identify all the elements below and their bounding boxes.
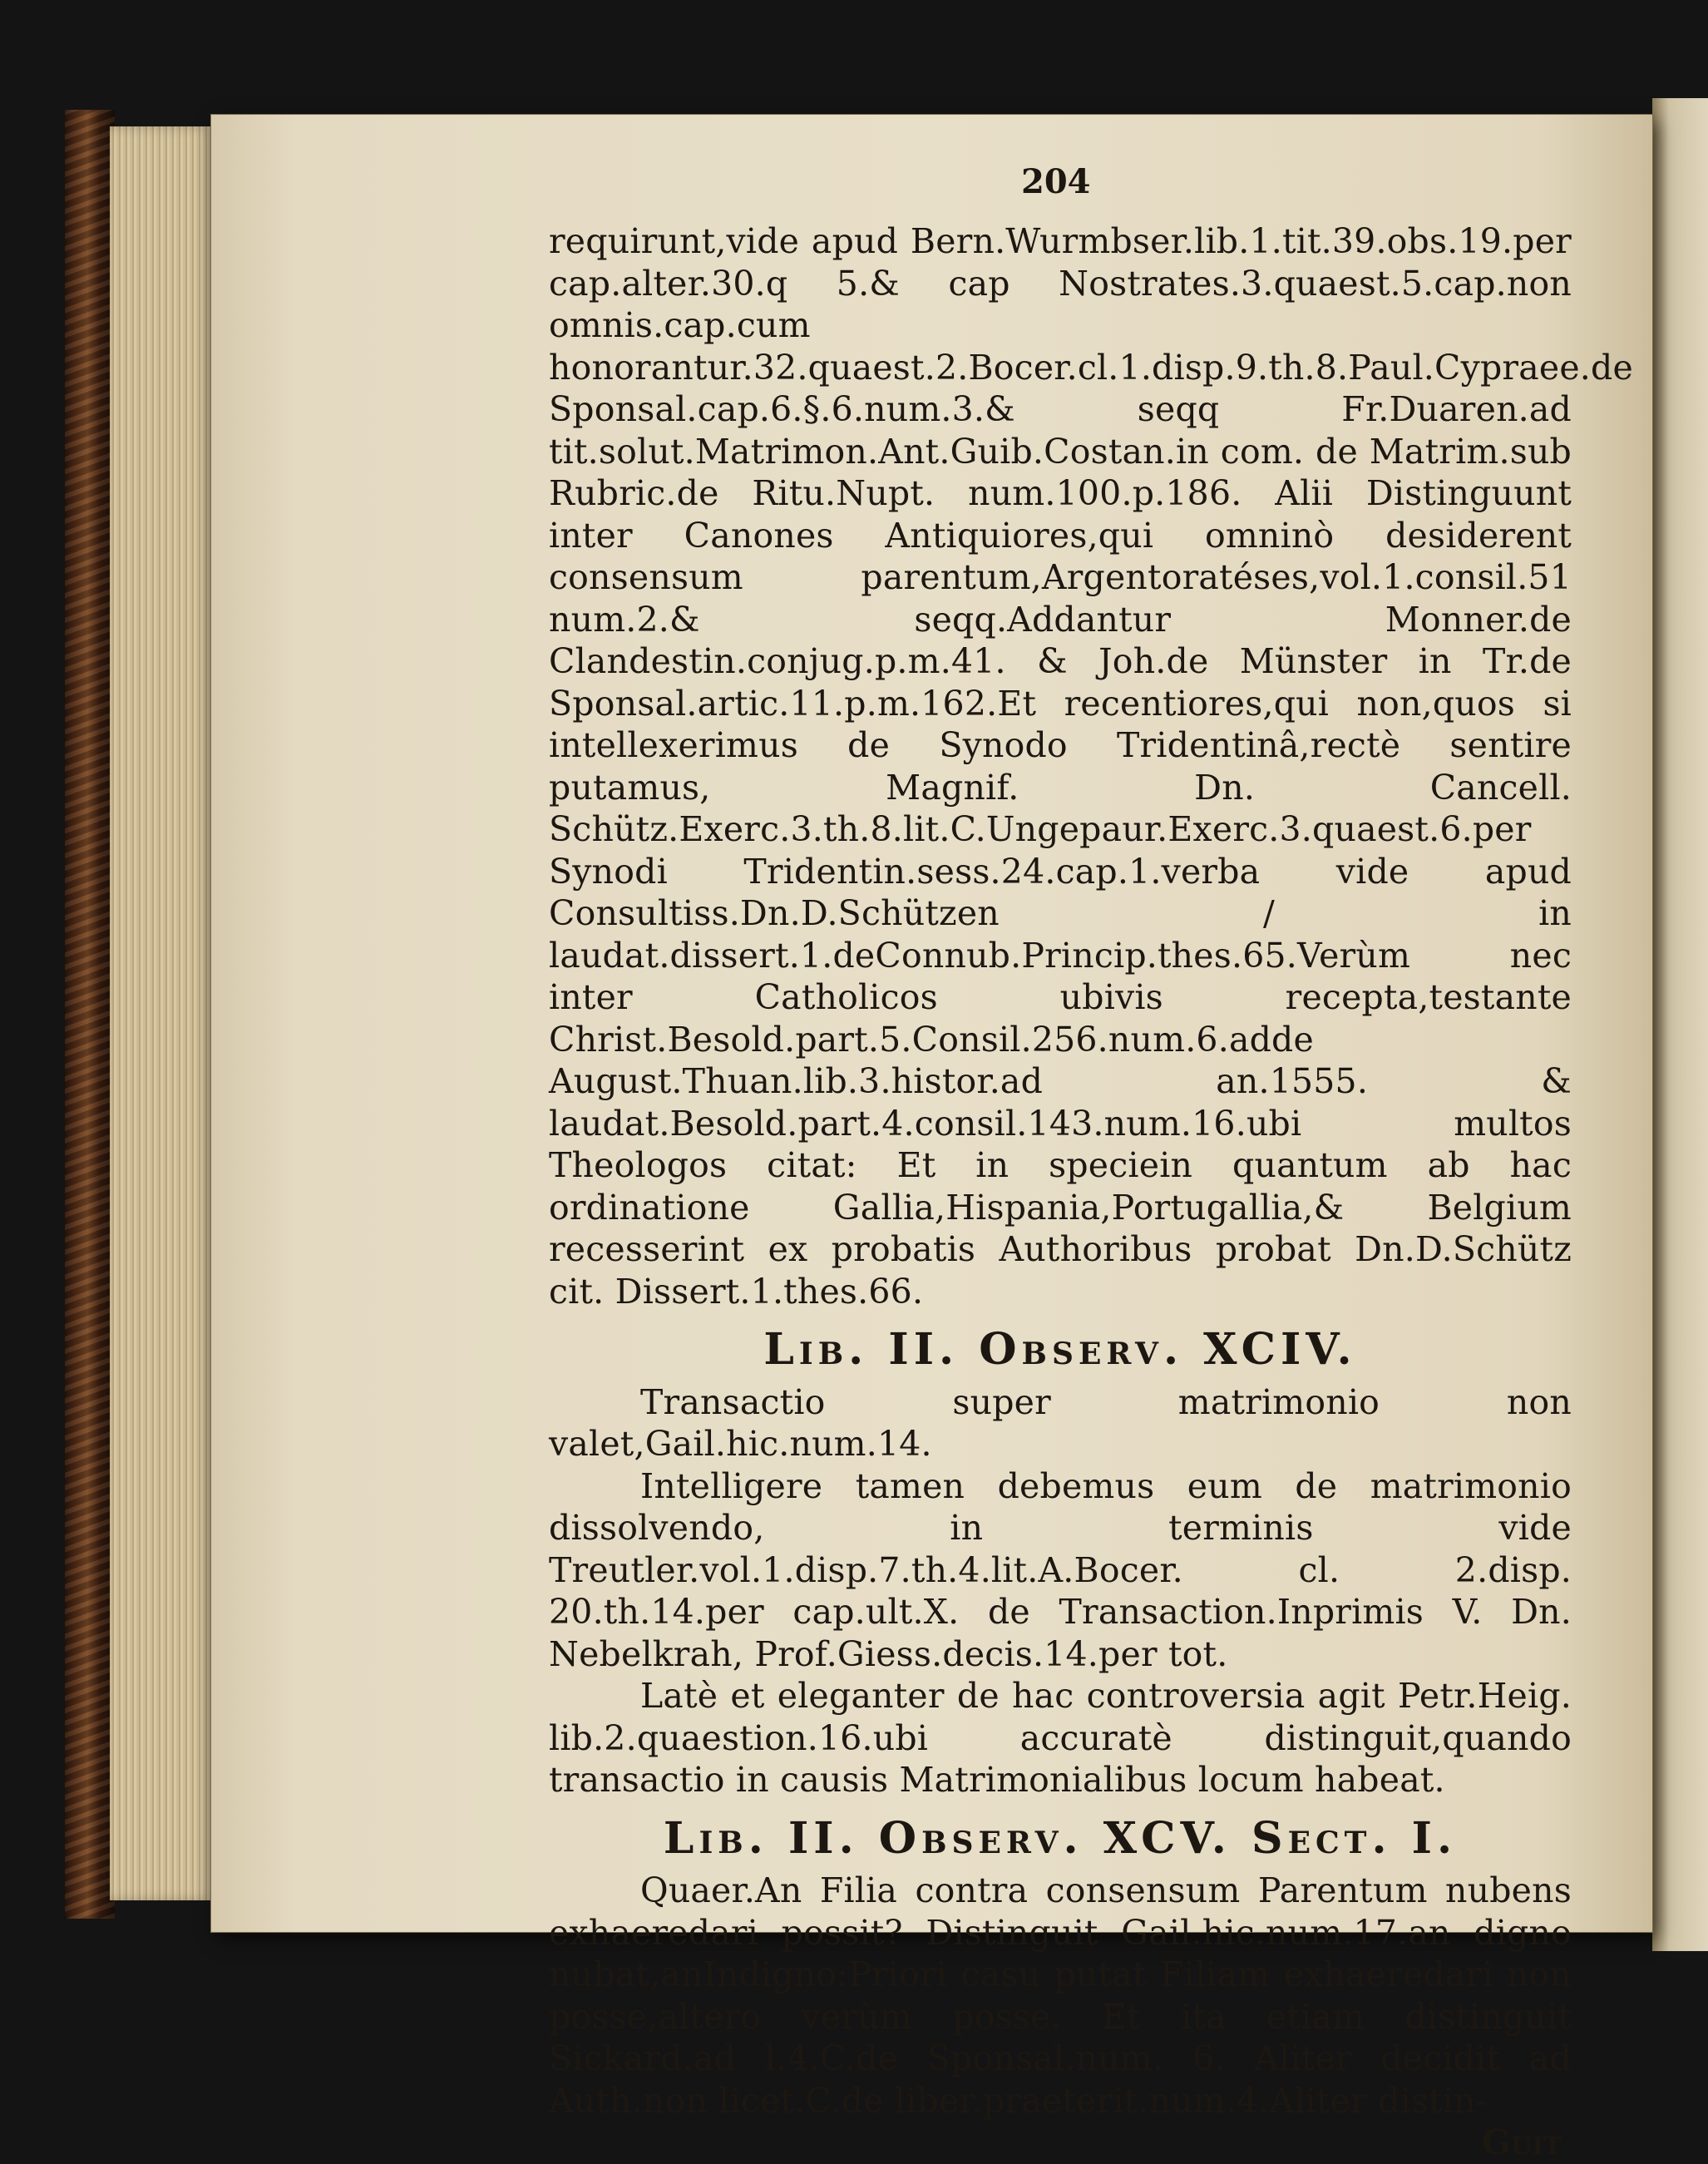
- page-number: 204: [1021, 162, 1091, 201]
- catchword: Guit: [1481, 2122, 1562, 2162]
- paragraph-quaer: Quaer.An Filia contra consensum Parentum nubens exhaeredari possit? Distinguit Gail.hic.num.17.an digno nubat,anIndigno:Priori casu putat Filiam exhaeredari non posse,altero verùm posse. Et ita etiam distinguit Sickard.ad l.4.C.de Sponsal.num. 6. Aliter decidit ad Auth.non licet.C.de liber.praeterit.num.4.Aliter distin-: [549, 1870, 1572, 2121]
- section-heading-xciv: Lib. II. Observ. XCIV.: [763, 1324, 1357, 1375]
- page-edges: [110, 126, 214, 1900]
- paragraph-intelligere: Intelligere tamen debemus eum de matrimonio dissolvendo, in terminis vide Treutler.vol.1.disp.7.th.4.lit.A.Bocer. cl. 2.disp. 20.th.14.per cap.ult.X. de Transaction.Inprimis V. Dn. Nebelkrah, Prof.Giess.decis.14.per tot.: [549, 1465, 1572, 1674]
- page-text: [549, 162, 1633, 2164]
- book-cover-marbled: [65, 110, 115, 1919]
- paragraph-continued: requirunt,vide apud Bern.Wurmbser.lib.1.tit.39.obs.19.per cap.alter.30.q 5.& cap Nostrates.3.quaest.5.cap.non omnis.cap.cum honorantur.32.quaest.2.Bocer.cl.1.disp.9.th.8.Paul.Cypraee.de Sponsal.cap.6.§.6.num.3.& seqq Fr.Duaren.ad tit.solut.Matrimon.Ant.Guib.Costan.in com. de Matrim.sub Rubric.de Ritu.Nupt. num.100.p.186. Alii Distinguunt inter Canones Antiquiores,qui omninò desiderent consensum parentum,Argentoratéses,vol.1.consil.51 num.2.& seqq.Addantur Monner.de Clandestin.conjug.p.m.41. & Joh.de Münster in Tr.de Sponsal.artic.11.p.m.162.Et recentiores,qui non,quos si intellexerimus de Synodo Tridentinâ,rectè sentire putamus, Magnif. Dn. Cancell. Schütz.Exerc.3.th.8.lit.C.Ungepaur.Exerc.3.quaest.6.per Synodi Tridentin.sess.24.cap.1.verba vide apud Consultiss.Dn.D.Schützen / in laudat.dissert.1.deConnub.Princip.thes.65.Verùm nec inter Catholicos ubivis recepta,testante Christ.Besold.part.5.Consil.256.num.6.adde August.Thuan.lib.3.histor.ad an.1555. & laudat.Besold.part.4.consil.143.num.16.ubi multos Theologos citat: Et in speciein quantum ab hac ordinatione Gallia,Hispania,Portugallia,& Belgium recesserint ex probatis Authoribus probat Dn.D.Schütz cit. Dissert.1.thes.66.: [549, 221, 1633, 1312]
- paragraph-transactio: Transactio super matrimonio non valet,Gail.hic.num.14.: [549, 1381, 1572, 1464]
- section-heading-xcv: Lib. II. Observ. XCV. Sect. I.: [663, 1812, 1458, 1864]
- facing-page-edge: [1652, 98, 1708, 1951]
- paragraph-late: Latè et eleganter de hac controversia agit Petr.Heig. lib.2.quaestion.16.ubi accuratè distinguit,quando transactio in causis Matrimonialibus locum habeat.: [549, 1676, 1572, 1800]
